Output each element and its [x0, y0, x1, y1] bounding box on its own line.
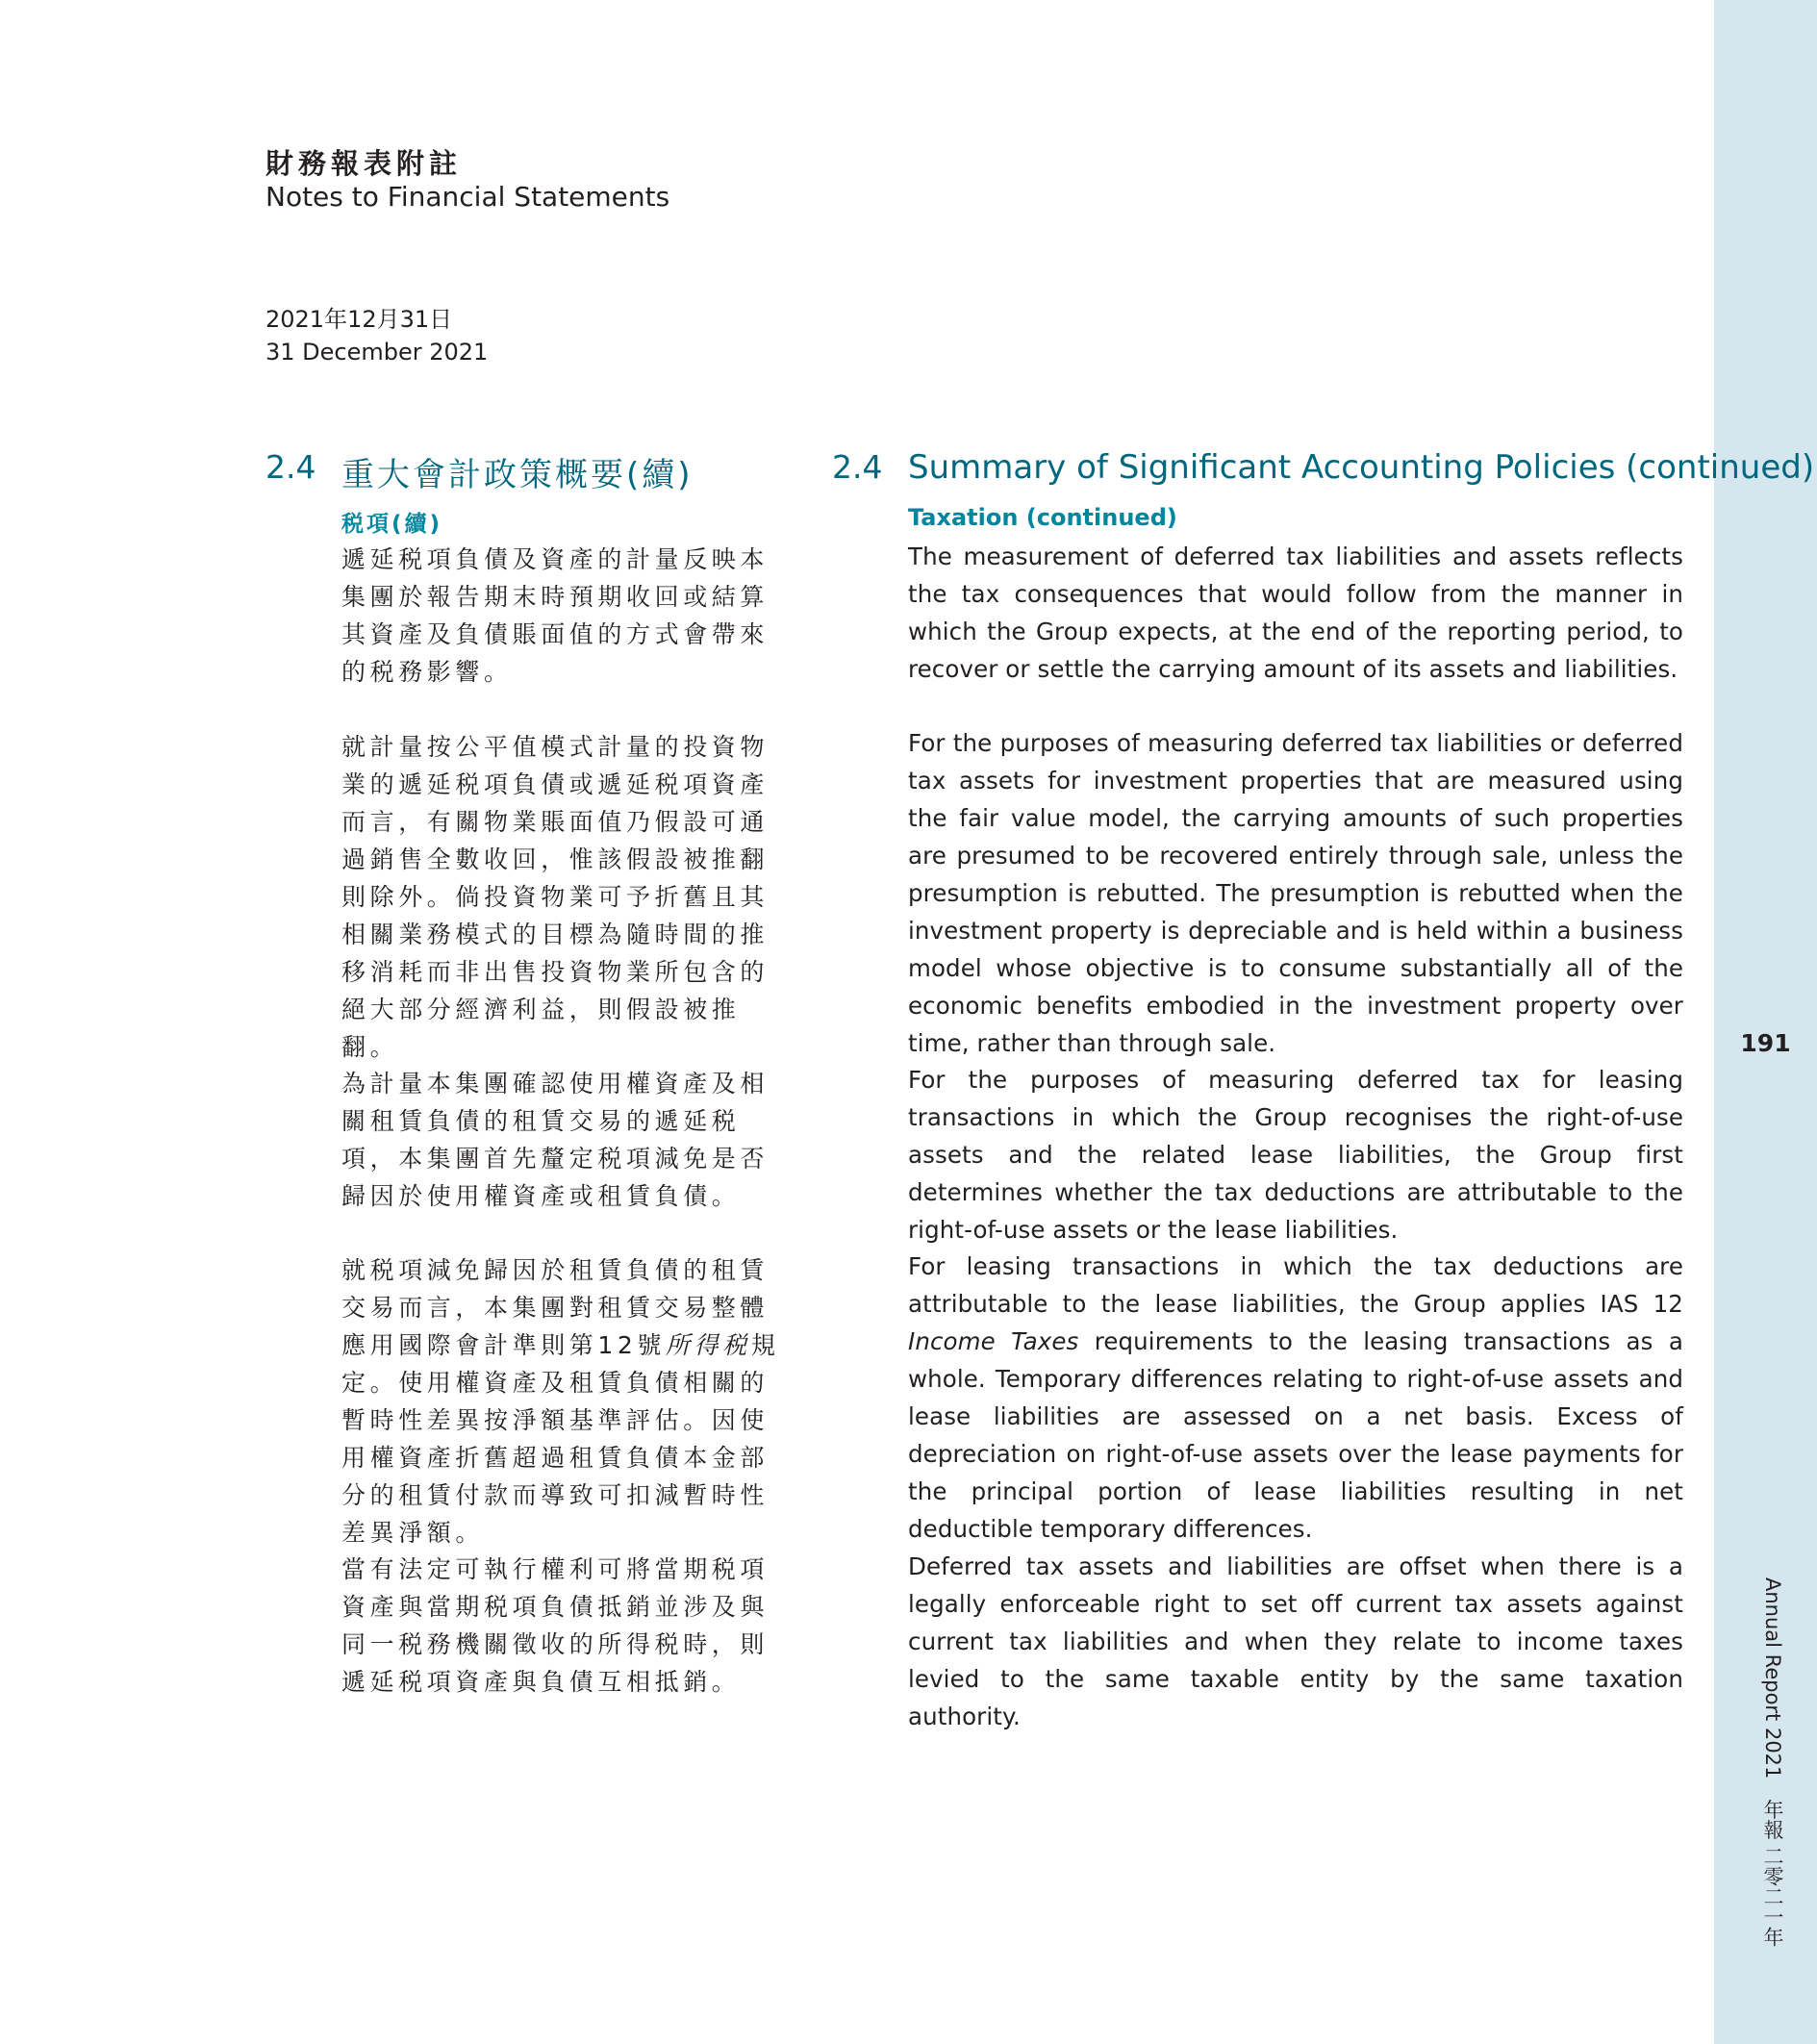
paragraph-zh-3: 為計量本集團確認使用權資產及相關租賃負債的租賃交易的遞延税項，本集團首先釐定税項減免是否歸因於使用權資產或租賃負債。: [341, 1070, 770, 1210]
footer-en: Annual Report 2021: [1761, 1577, 1784, 1779]
header-title-zh: 財務報表附註: [265, 147, 463, 180]
page-number: 191: [1740, 1029, 1791, 1057]
section-title-en: Summary of Significant Accounting Policies (continued): [908, 448, 1815, 487]
paragraph-zh-2: 就計量按公平值模式計量的投資物業的遞延税項負債或遞延税項資產而言，有關物業賬面值乃假設可通過銷售全數收回，惟該假設被推翻則除外。倘投資物業可予折舊且其相關業務模式的目標為隨時間的推移消耗而非出售投資物業所包含的絕大部分經濟利益，則假設被推翻。: [341, 733, 770, 1061]
paragraph-zh-5: 當有法定可執行權利可將當期税項資產與當期税項負債抵銷並涉及與同一税務機關徵收的所得税時，則遞延税項資產與負債互相抵銷。: [341, 1555, 770, 1696]
section-number-zh: 2.4: [265, 448, 316, 486]
footer-zh: 年報 二零二一年: [1761, 1799, 1784, 1948]
header-title-en: Notes to Financial Statements: [265, 181, 670, 213]
paragraph-en-4: [908, 1248, 1683, 1548]
date-zh: 2021年12月31日: [265, 306, 453, 333]
paragraph-en-4-before: For leasing transactions in which the tax deductions are attributable to the lease liabilities, the Group applies IAS 12: [908, 1252, 1683, 1318]
paragraph-zh-1: 遞延税項負債及資產的計量反映本集團於報告期末時預期收回或結算其資產及負債賬面值的方式會帶來的税務影響。: [341, 545, 770, 686]
subheading-en: Taxation (continued): [908, 504, 1177, 531]
paragraph-en-3: For the purposes of measuring deferred tax for leasing transactions in which the Group recognises the right-of-use assets and the related lease liabilities, the Group first determines whether the tax deductions are attributable to the right-of-use assets or the lease liabilities.: [908, 1066, 1683, 1244]
paragraph-en-5: Deferred tax assets and liabilities are offset when there is a legally enforceable right to set off current tax assets against current tax liabilities and when they relate to income taxes levied to the same taxable entity by the same taxation authority.: [908, 1552, 1683, 1730]
paragraph-en-1: The measurement of deferred tax liabilities and assets reflects the tax consequences that would follow from the manner in which the Group expects, at the end of the reporting period, to recover or settle the carrying amount of its assets and liabilities.: [908, 543, 1683, 683]
paragraph-en-2: For the purposes of measuring deferred tax liabilities or deferred tax assets for investment properties that are measured using the fair value model, the carrying amounts of such properties are presumed to be recovered entirely through sale, unless the presumption is rebutted. The presumption is rebutted when the investment property is depreciable and is held within a business model whose objective is to consume substantially all of the economic benefits embodied in the investment property over time, rather than through sale.: [908, 729, 1683, 1057]
paragraph-en-4-after: requirements to the leasing transactions as a whole. Temporary differences relating to right-of-use assets and lease liabilities are assessed on a net basis. Excess of depreciation on right-of-use assets over the lease payments for the principal portion of lease liabilities resulting in net deductible temporary differences.: [908, 1327, 1683, 1543]
income-tax-term-zh: 所得税: [666, 1331, 751, 1359]
subheading-zh: 税項(續): [341, 512, 443, 537]
paragraph-zh-4: [341, 1251, 789, 1552]
section-title-zh: 重大會計政策概要(續): [341, 456, 694, 494]
income-taxes-term-en: Income Taxes: [908, 1327, 1079, 1355]
paragraph-zh-4-after: 規定。使用權資產及租賃負債相關的暫時性差異按淨額基準評估。因使用權資產折舊超過租賃負債本金部分的租賃付款而導致可扣減暫時性差異淨額。: [341, 1331, 780, 1547]
paragraph-zh-4-before: 就税項減免歸因於租賃負債的租賃交易而言，本集團對租賃交易整體應用國際會計準則第12號: [341, 1256, 770, 1359]
running-footer: [1739, 1577, 1787, 1948]
date-en: 31 December 2021: [265, 339, 489, 366]
section-number-en: 2.4: [832, 448, 883, 486]
